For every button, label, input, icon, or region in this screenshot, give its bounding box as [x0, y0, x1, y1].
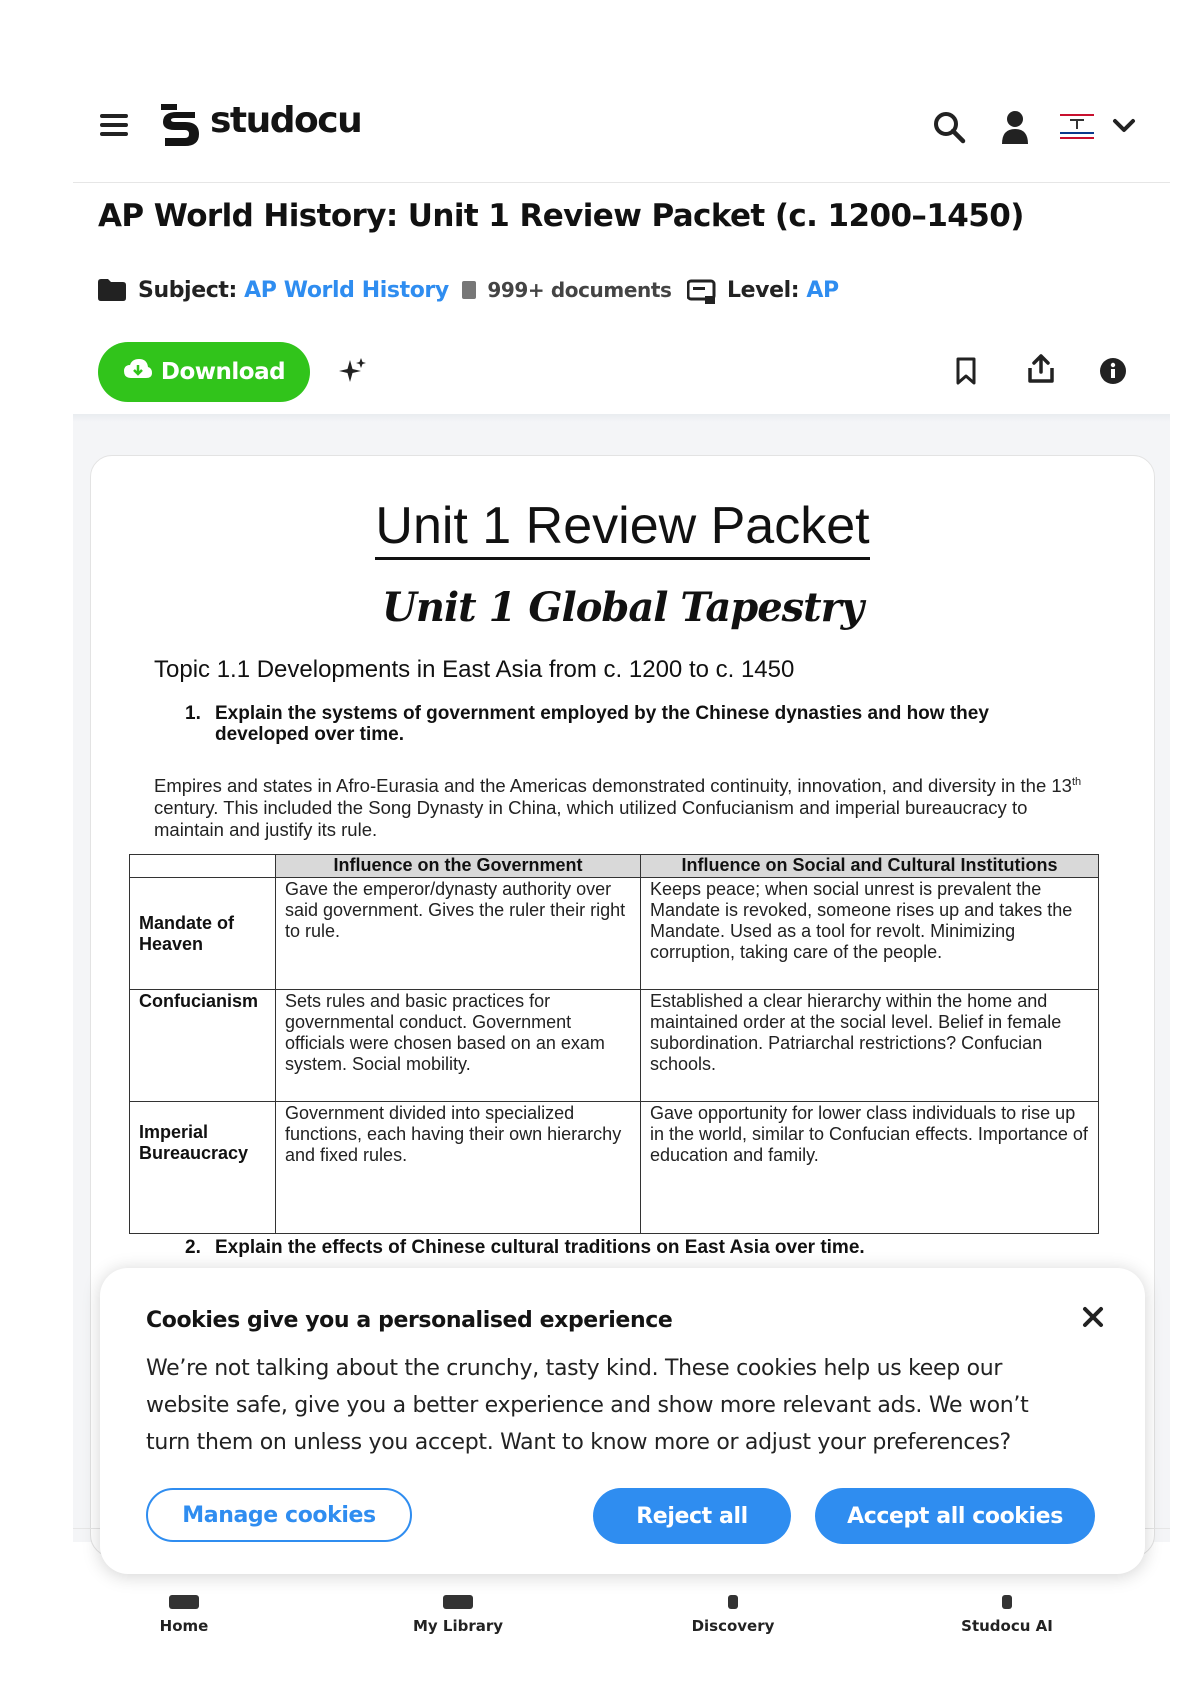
- sparkle-icon[interactable]: [338, 356, 368, 386]
- logo-text[interactable]: studocu: [210, 100, 362, 141]
- user-icon[interactable]: [1000, 110, 1030, 144]
- page-subtitle: Unit 1 Global Tapestry: [382, 584, 863, 631]
- cookie-body: We’re not talking about the crunchy, tasty kind. These cookies help us keep our website safe, give you a better experience and show more relevant ads. We won’t turn them on unless you accept. Want to know more or adjust your preferences?: [146, 1356, 1029, 1455]
- document-icon: [462, 281, 476, 299]
- table-header-blank: [130, 855, 276, 878]
- studocu-logo-icon[interactable]: [155, 100, 205, 150]
- government-cell: Sets rules and basic practices for governmental conduct. Government officials were chosen based on an exam system. Social mobility.: [276, 990, 641, 1102]
- info-icon[interactable]: [1099, 357, 1127, 385]
- accept-all-cookies-button[interactable]: Accept all cookies: [815, 1488, 1095, 1544]
- nav-studocu-ai[interactable]: [937, 1595, 1077, 1635]
- folder-icon: [98, 279, 126, 301]
- social-cell: Gave opportunity for lower class individuals to rise up in the world, similar to Confucian effects. Importance of education and family.: [641, 1102, 1099, 1234]
- nav-discovery-label: Discovery: [691, 1617, 775, 1635]
- nav-home[interactable]: [114, 1595, 254, 1635]
- page-title: Unit 1 Review Packet: [91, 496, 1154, 556]
- nav-my-library[interactable]: [388, 1595, 528, 1635]
- history-table: [129, 854, 1099, 1234]
- nav-studocu-ai-label: Studocu AI: [961, 1617, 1053, 1635]
- home-icon: [169, 1595, 199, 1609]
- table-header-row: [130, 855, 1099, 878]
- reject-all-button[interactable]: Reject all: [593, 1488, 791, 1544]
- level-link[interactable]: AP: [806, 278, 839, 303]
- search-icon[interactable]: [932, 110, 966, 144]
- toolbar-shadow: [73, 414, 1170, 422]
- document-title: AP World History: Unit 1 Review Packet (c. 1200–1450): [98, 198, 1024, 234]
- manage-cookies-button[interactable]: Manage cookies: [146, 1488, 412, 1542]
- government-cell: Gave the emperor/dynasty authority over said government. Gives the ruler their right to rule.: [276, 878, 641, 990]
- question-1-line-2: developed over time.: [215, 724, 405, 745]
- social-cell: Keeps peace; when social unrest is prevalent the Mandate is revoked, someone rises up and takes the Mandate. Used as a tool for revolt. Minimizing corruption, taking care of the people.: [641, 878, 1099, 990]
- level-label: Level:: [727, 278, 800, 303]
- document-count: 999+ documents: [487, 278, 672, 302]
- nav-home-label: Home: [159, 1617, 209, 1635]
- question-2: [185, 1237, 865, 1258]
- row-label: Confucianism: [130, 990, 276, 1102]
- menu-icon[interactable]: [100, 112, 130, 138]
- flag-icon[interactable]: [1060, 112, 1094, 140]
- download-label: Download: [160, 359, 286, 385]
- header-divider: [73, 182, 1170, 183]
- nav-my-library-label: My Library: [412, 1617, 504, 1635]
- ai-icon: [1002, 1595, 1012, 1609]
- subject-link[interactable]: AP World History: [244, 278, 449, 303]
- question-1-number: 1.: [185, 703, 201, 724]
- subject-meta: [138, 278, 672, 303]
- question-2-number: 2.: [185, 1237, 201, 1258]
- table-row: [130, 878, 1099, 990]
- topic-heading: Topic 1.1 Developments in East Asia from c. 1200 to c. 1450: [154, 656, 795, 683]
- government-cell: Government divided into specialized functions, each having their own hierarchy and fixed rules.: [276, 1102, 641, 1234]
- table-row: [130, 1102, 1099, 1234]
- subject-label: Subject:: [138, 278, 237, 303]
- table-row: [130, 990, 1099, 1102]
- row-label: Imperial Bureaucracy: [130, 1102, 276, 1234]
- nav-discovery[interactable]: [663, 1595, 803, 1635]
- cloud-download-icon: [123, 358, 153, 386]
- level-meta: [727, 278, 839, 303]
- share-icon[interactable]: [1027, 354, 1055, 384]
- cookie-banner: [100, 1268, 1145, 1574]
- close-icon[interactable]: [1078, 1302, 1108, 1332]
- question-1-line-1: Explain the systems of government employed by the Chinese dynasties and how they: [215, 703, 989, 724]
- table-header-social: Influence on Social and Cultural Institutions: [641, 855, 1099, 878]
- question-1: [185, 703, 989, 745]
- cookie-title: Cookies give you a personalised experience: [146, 1308, 673, 1333]
- discovery-icon: [728, 1595, 738, 1609]
- row-label: Mandate of Heaven: [130, 878, 276, 990]
- download-button[interactable]: [98, 342, 310, 402]
- level-icon: [687, 279, 717, 305]
- bookmark-icon[interactable]: [955, 357, 977, 385]
- table-header-government: Influence on the Government: [276, 855, 641, 878]
- intro-paragraph: Empires and states in Afro-Eurasia and the Americas demonstrated continuity, innovation, and diversity in the 13th century. This included the Song Dynasty in China, which utilized Confucianism and imperial bureaucracy to maintain and justify its rule.: [154, 775, 1082, 841]
- question-2-text: Explain the effects of Chinese cultural traditions on East Asia over time.: [215, 1237, 865, 1258]
- library-icon: [443, 1595, 473, 1609]
- social-cell: Established a clear hierarchy within the home and maintained order at the social level. Belief in female subordination. Patriarchal restrictions? Confucian schools.: [641, 990, 1099, 1102]
- chevron-down-icon[interactable]: [1112, 118, 1136, 134]
